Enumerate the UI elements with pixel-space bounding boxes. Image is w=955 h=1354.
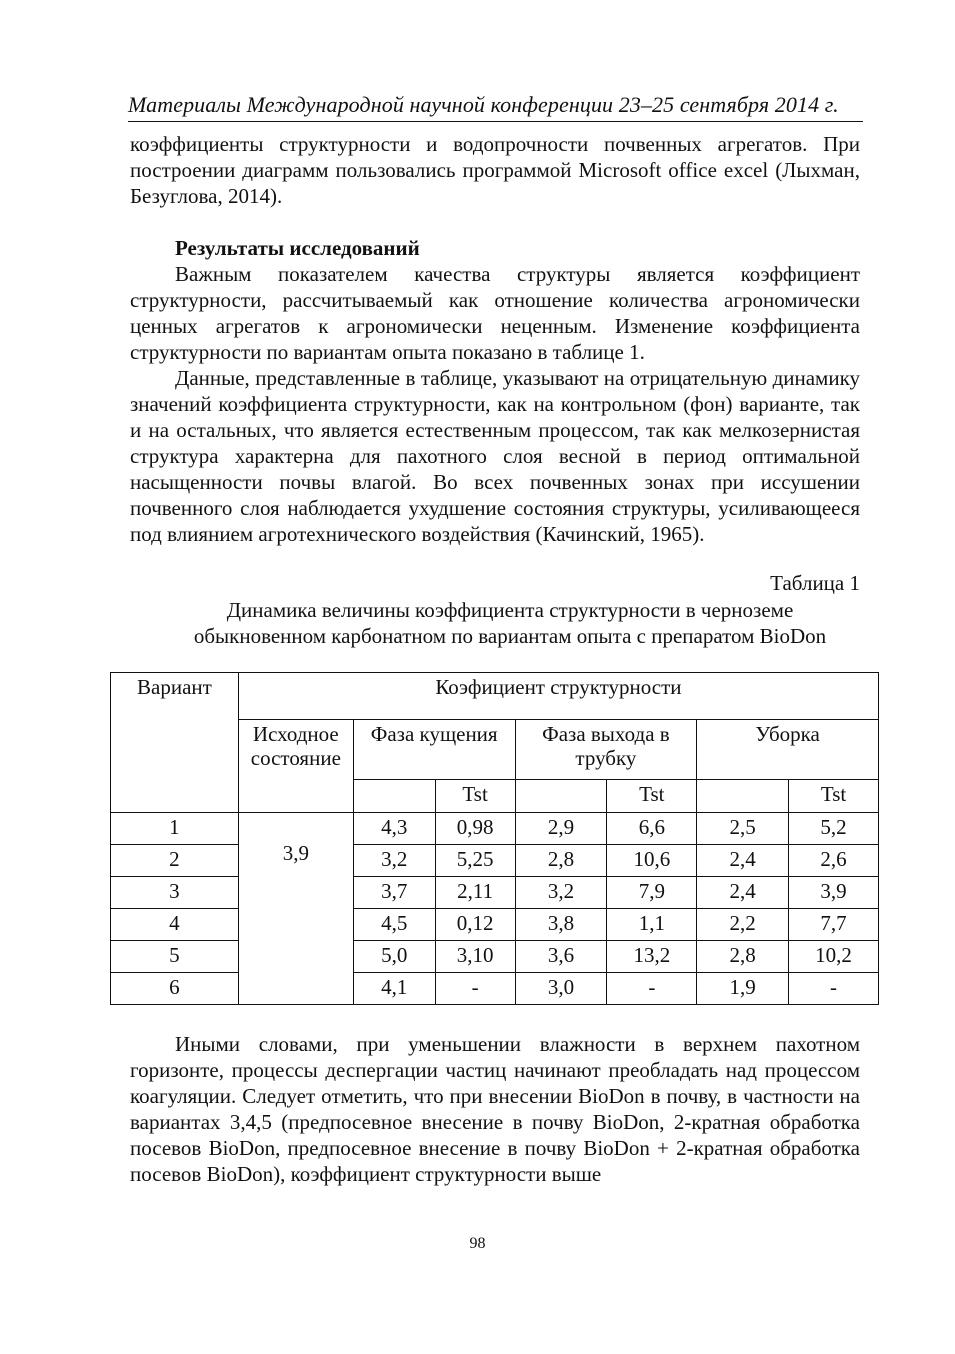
tillering-value: 4,5 [353, 909, 435, 941]
tillering-value: 3,2 [353, 845, 435, 877]
table-row [111, 909, 879, 941]
harvest-value: 2,8 [697, 941, 789, 973]
harvest-tst: 2,6 [789, 845, 879, 877]
booting-value: 3,2 [515, 877, 607, 909]
tillering-value: 4,1 [353, 973, 435, 1005]
tillering-tst: 3,10 [435, 941, 515, 973]
header-booting-phase: Фаза выхода в трубку [515, 720, 697, 780]
table-row [111, 845, 879, 877]
variant-cell: 6 [111, 973, 239, 1005]
variant-cell: 2 [111, 845, 239, 877]
subheader-value [515, 780, 607, 813]
tillering-value: 3,7 [353, 877, 435, 909]
harvest-tst: 10,2 [789, 941, 879, 973]
subheader-tst: Tst [435, 780, 515, 813]
booting-tst: 10,6 [607, 845, 697, 877]
table-row [111, 973, 879, 1005]
header-initial-state: Исходное состояние [238, 720, 353, 813]
booting-tst: 7,9 [607, 877, 697, 909]
tillering-value: 5,0 [353, 941, 435, 973]
table-row [111, 941, 879, 973]
table-row [111, 813, 879, 845]
variant-cell: 3 [111, 877, 239, 909]
booting-value: 3,0 [515, 973, 607, 1005]
tillering-tst: 2,11 [435, 877, 515, 909]
header-coefficient-group: Коэфициент структурности [238, 673, 878, 720]
section-heading: Результаты исследований [175, 236, 420, 260]
conclusion-section [130, 1031, 860, 1187]
tillering-tst: 5,25 [435, 845, 515, 877]
harvest-value: 2,2 [697, 909, 789, 941]
harvest-tst: 7,7 [789, 909, 879, 941]
subheader-tst: Tst [607, 780, 697, 813]
paragraph-1: Важным показателем качества структуры является коэффициент структурности, рассчитываемый как отношение количества агрономически ценных агрегатов к агрономически неценным. Изменение коэффициента структурности по вариантам опыта показано в таблице 1. [130, 262, 860, 364]
intro-text: коэффициенты структурности и водопрочности почвенных агрегатов. При построении диаграмм пользовались программой Microsoft office excel (Лыхман, Безуглова, 2014). [130, 132, 860, 208]
running-header: Материалы Международной научной конференции 23–25 сентября 2014 г. [128, 92, 863, 122]
table-row [111, 877, 879, 909]
page-number: 98 [469, 1235, 486, 1252]
structure-coefficient-table [110, 672, 879, 1005]
booting-tst: 1,1 [607, 909, 697, 941]
booting-tst: - [607, 973, 697, 1005]
paragraph-3: Иными словами, при уменьшении влажности в верхнем пахотном горизонте, процессы деспергации частиц начинают преобладать над процессом коагуляции. Следует отметить, что при внесении BioDon в почву, в частности на вариантах 3,4,5 (предпосевное внесение в почву BioDon, 2-кратная обработка посевов BioDon, предпосевное внесение в почву BioDon + 2-кратная обработка посевов BioDon), коэффициент структурности выше [130, 1032, 860, 1186]
header-tillering-phase: Фаза кущения [353, 720, 515, 780]
results-section [130, 235, 860, 547]
table-caption: Динамика величины коэффициента структурности в черноземе обыкновенном карбонатном по вариантам опыта с препаратом BioDon [193, 598, 827, 648]
header-variant: Вариант [111, 673, 239, 813]
initial-state-value: 3,9 [238, 813, 353, 1005]
harvest-tst: - [789, 973, 879, 1005]
harvest-value: 1,9 [697, 973, 789, 1005]
harvest-value: 2,4 [697, 845, 789, 877]
booting-value: 2,8 [515, 845, 607, 877]
tillering-tst: 0,12 [435, 909, 515, 941]
variant-cell: 5 [111, 941, 239, 973]
booting-value: 3,6 [515, 941, 607, 973]
subheader-value [697, 780, 789, 813]
header-harvest: Уборка [697, 720, 879, 780]
paragraph-2: Данные, представленные в таблице, указывают на отрицательную динамику значений коэффициента структурности, как на контрольном (фон) варианте, так и на остальных, что является естественным процессом, так как мелкозернистая структура характерна для пахотного слоя весной в период оптимальной насыщенности почвы влагой. Во всех почвенных зонах при иссушении почвенного слоя наблюдается ухудшение состояния структуры, усиливающееся под влиянием агротехнического воздействия (Качинский, 1965). [130, 366, 860, 546]
harvest-tst: 5,2 [789, 813, 879, 845]
booting-value: 2,9 [515, 813, 607, 845]
tillering-tst: 0,98 [435, 813, 515, 845]
harvest-value: 2,4 [697, 877, 789, 909]
booting-tst: 13,2 [607, 941, 697, 973]
harvest-value: 2,5 [697, 813, 789, 845]
subheader-tst: Tst [789, 780, 879, 813]
harvest-tst: 3,9 [789, 877, 879, 909]
tillering-value: 4,3 [353, 813, 435, 845]
table-label: Таблица 1 [770, 571, 860, 595]
variant-cell: 4 [111, 909, 239, 941]
intro-paragraph [130, 131, 860, 209]
booting-value: 3,8 [515, 909, 607, 941]
variant-cell: 1 [111, 813, 239, 845]
tillering-tst: - [435, 973, 515, 1005]
booting-tst: 6,6 [607, 813, 697, 845]
subheader-value [353, 780, 435, 813]
